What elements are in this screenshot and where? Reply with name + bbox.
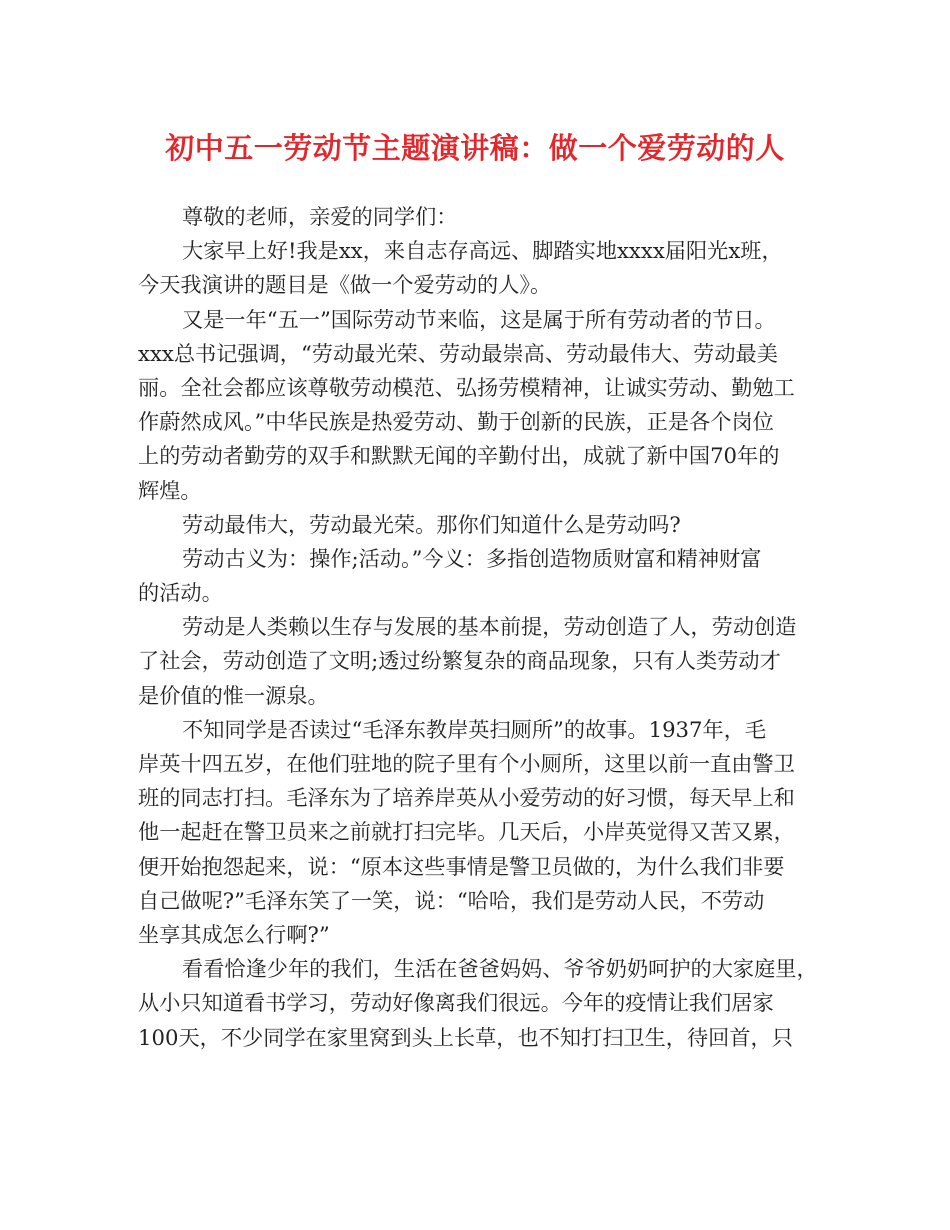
body-line: 的活动。 (138, 580, 223, 606)
body-line: 岸英十四五岁，在他们驻地的院子里有个小厕所，这里以前一直由警卫 (138, 751, 795, 776)
body-line: 了社会，劳动创造了文明;透过纷繁复杂的商品现象，只有人类劳动才 (138, 648, 781, 674)
body-line: 辉煌。 (138, 477, 202, 503)
body-line: xxx总书记强调，“劳动最光荣、劳动最崇高、劳动最伟大、劳动最美 (138, 340, 778, 366)
body-line: 丽。全社会都应该尊敬劳动模范、弘扬劳模精神，让诚实劳动、勤勉工 (138, 374, 795, 400)
body-line: 便开始抱怨起来，说：“原本这些事情是警卫员做的，为什么我们非要 (138, 853, 785, 879)
body-line: 他一起赶在警卫员来之前就打扫完毕。几天后，小岸英觉得又苦又累， (138, 819, 795, 845)
body-line: 坐享其成怎么行啊?” (138, 921, 330, 947)
body-line: 上的劳动者勤劳的双手和默默无闻的辛勤付出，成就了新中国70年的 (138, 443, 780, 469)
body-line: 今天我演讲的题目是《做一个爱劳动的人》。 (138, 272, 552, 298)
document-title: 初中五一劳动节主题演讲稿：做一个爱劳动的人 (165, 131, 785, 165)
body-line: 100天，不少同学在家里窝到头上长草，也不知打扫卫生，待回首，只 (138, 1024, 793, 1050)
body-line: 看看恰逢少年的我们，生活在爸爸妈妈、爷爷奶奶呵护的大家庭里， (182, 956, 818, 982)
body-line: 班的同志打扫。毛泽东为了培养岸英从小爱劳动的好习惯，每天早上和 (138, 785, 795, 811)
body-line: 又是一年“五一”国际劳动节来临，这是属于所有劳动者的节日。 (182, 306, 776, 332)
body-line: 劳动是人类赖以生存与发展的基本前提，劳动创造了人，劳动创造 (182, 614, 797, 640)
body-line: 作蔚然成风。”中华民族是热爱劳动、勤于创新的民族，正是各个岗位 (138, 409, 774, 435)
body-line: 劳动古义为：操作;活动。”今义：多指创造物质财富和精神财富 (182, 545, 762, 571)
body-line: 是价值的惟一源泉。 (138, 682, 329, 708)
body-line: 从小只知道看书学习，劳动好像离我们很远。今年的疫情让我们居家 (138, 990, 774, 1016)
body-line: 不知同学是否读过“毛泽东教岸英扫厕所”的故事。1937年，毛 (182, 716, 767, 742)
body-line: 大家早上好!我是xx，来自志存高远、脚踏实地xxxx届阳光x班， (182, 238, 783, 264)
document-body (138, 200, 828, 1055)
body-line: 尊敬的老师，亲爱的同学们： (182, 204, 458, 229)
body-line: 自己做呢?”毛泽东笑了一笑，说：“哈哈，我们是劳动人民，不劳动 (138, 887, 765, 913)
body-line: 劳动最伟大，劳动最光荣。那你们知道什么是劳动吗? (182, 511, 681, 537)
